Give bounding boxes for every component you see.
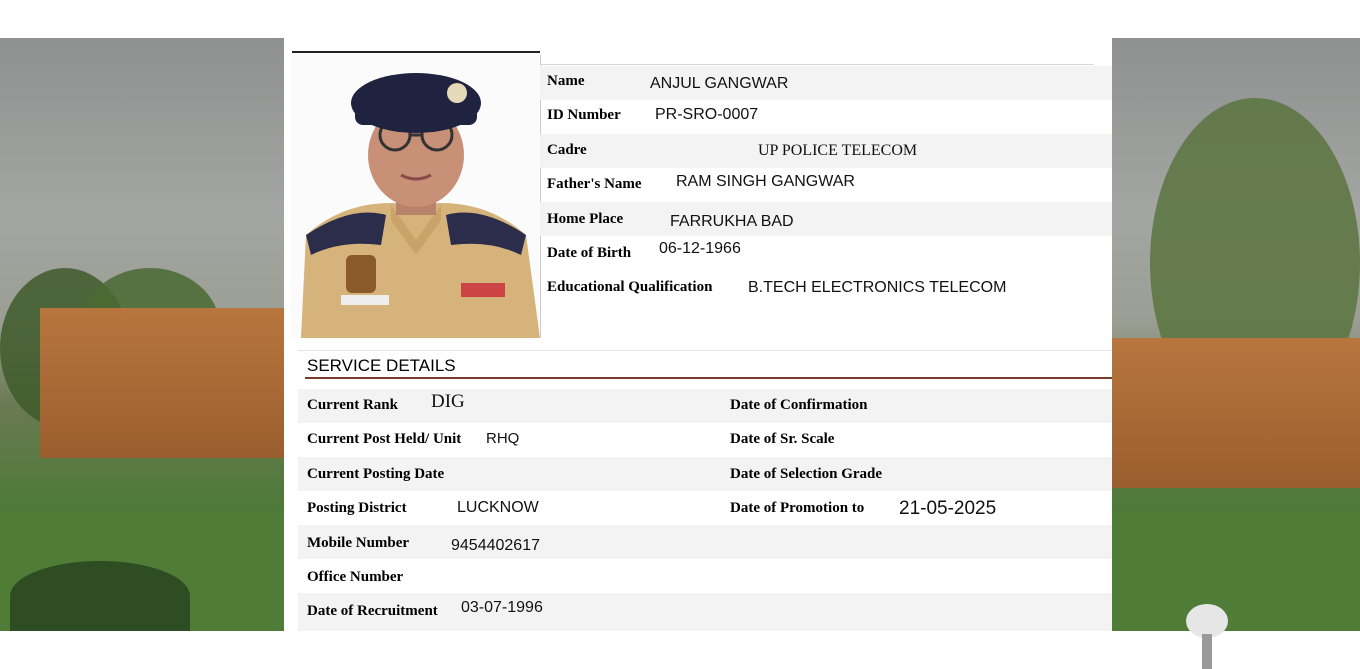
- father-label: Father's Name: [547, 176, 642, 192]
- lamp-post: [1202, 634, 1212, 669]
- edu-row: [540, 270, 1112, 304]
- name-value: ANJUL GANGWAR: [650, 75, 789, 92]
- posting-district-label: Posting District: [307, 500, 407, 516]
- name-row: [540, 66, 1112, 100]
- edu-label: Educational Qualification: [547, 279, 713, 295]
- service-row-post: [298, 423, 1112, 457]
- post-held-value: RHQ: [486, 430, 520, 447]
- post-held-label: Current Post Held/ Unit: [307, 431, 462, 447]
- current-rank-label: Current Rank: [307, 397, 398, 413]
- dob-row: [540, 236, 1112, 270]
- service-row-rank: [298, 389, 1112, 423]
- name-label: Name: [547, 73, 585, 89]
- cadre-label: Cadre: [547, 142, 587, 158]
- photo-top-rule: [292, 51, 540, 53]
- promotion-label: Date of Promotion to: [730, 500, 865, 516]
- mobile-label: Mobile Number: [307, 535, 410, 551]
- id-label: ID Number: [547, 107, 621, 123]
- building-right: [1112, 338, 1360, 488]
- officer-photo: [291, 55, 541, 338]
- building-left: [40, 308, 285, 458]
- id-row: [540, 100, 1112, 134]
- service-details-rule: [305, 377, 1112, 379]
- section-top-rule: [298, 350, 1112, 351]
- recruitment-label: Date of Recruitment: [307, 603, 438, 619]
- home-row: [540, 202, 1112, 236]
- father-row: [540, 168, 1112, 202]
- info-top-rule: [540, 64, 1094, 65]
- home-label: Home Place: [547, 211, 624, 227]
- service-row-mobile: [298, 525, 1112, 559]
- id-value: PR-SRO-0007: [655, 106, 759, 123]
- service-row-office: [298, 559, 1112, 593]
- father-value: RAM SINGH GANGWAR: [676, 173, 855, 190]
- service-details-title: SERVICE DETAILS: [307, 356, 456, 375]
- cadre-row: [540, 134, 1112, 168]
- confirmation-label: Date of Confirmation: [730, 397, 868, 413]
- office-label: Office Number: [307, 569, 404, 585]
- selection-grade-label: Date of Selection Grade: [730, 466, 883, 482]
- sr-scale-label: Date of Sr. Scale: [730, 431, 835, 447]
- hedge: [10, 561, 190, 631]
- home-value: FARRUKHA BAD: [670, 213, 794, 230]
- posting-date-label: Current Posting Date: [307, 466, 445, 482]
- service-row-district: [298, 491, 1112, 525]
- officer-portrait-icon: [291, 55, 540, 338]
- profile-card: [284, 0, 1112, 631]
- dob-label: Date of Birth: [547, 245, 632, 261]
- edu-value: B.TECH ELECTRONICS TELECOM: [748, 279, 1007, 296]
- garden-lamp: [1186, 604, 1228, 638]
- current-rank-value: DIG: [431, 391, 465, 412]
- mobile-value: 9454402617: [451, 537, 540, 554]
- recruitment-value: 03-07-1996: [461, 599, 543, 616]
- service-row-posting-date: [298, 457, 1112, 491]
- promotion-value: 21-05-2025: [899, 498, 997, 519]
- dob-value: 06-12-1966: [659, 240, 741, 257]
- posting-district-value: LUCKNOW: [457, 499, 539, 516]
- service-row-recruitment: [298, 593, 1112, 631]
- cadre-value: UP POLICE TELECOM: [758, 142, 918, 159]
